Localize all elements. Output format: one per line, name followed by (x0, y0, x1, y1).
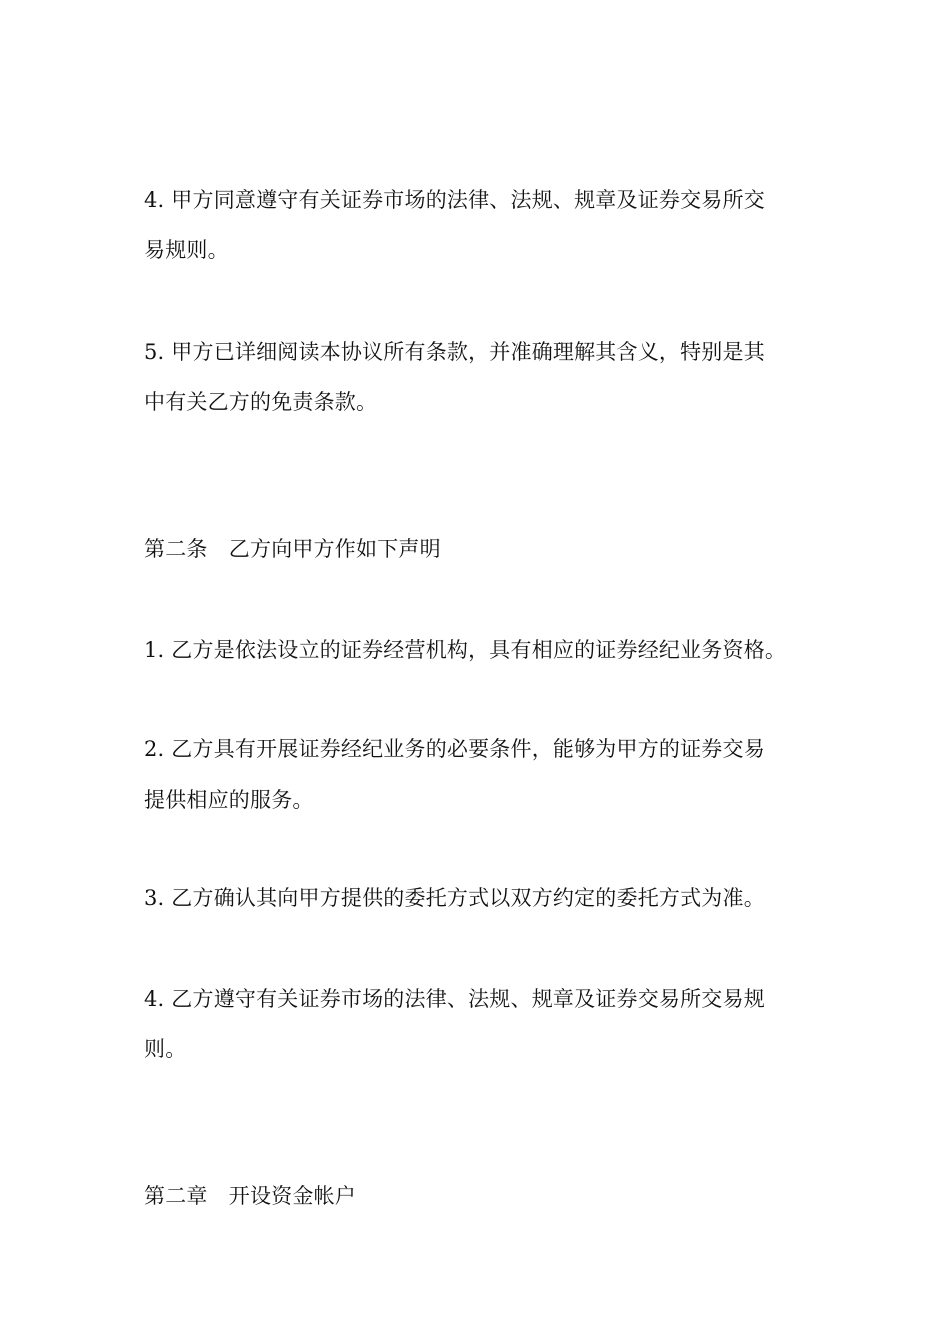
article-2-heading: 第二条 乙方向甲方作如下声明 (144, 537, 441, 561)
clause-b2-line2: 提供相应的服务。 (144, 788, 314, 812)
clause-b4-line1: 4. 乙方遵守有关证券市场的法律、法规、规章及证券交易所交易规 (144, 987, 765, 1011)
clause-a5-line2: 中有关乙方的免责条款。 (144, 390, 378, 414)
clause-a5-line1: 5. 甲方已详细阅读本协议所有条款，并准确理解其含义，特别是其 (144, 340, 765, 364)
clause-a4-line1: 4. 甲方同意遵守有关证券市场的法律、法规、规章及证券交易所交 (144, 188, 765, 212)
clause-b3-line1: 3. 乙方确认其向甲方提供的委托方式以双方约定的委托方式为准。 (144, 886, 765, 910)
clause-a4-line2: 易规则。 (144, 238, 229, 262)
chapter-2-heading: 第二章 开设资金帐户 (144, 1184, 356, 1208)
clause-b1-line1: 1. 乙方是依法设立的证券经营机构，具有相应的证券经纪业务资格。 (144, 638, 787, 662)
clause-b4-line2: 则。 (144, 1037, 187, 1061)
clause-b2-line1: 2. 乙方具有开展证券经纪业务的必要条件，能够为甲方的证券交易 (144, 737, 765, 761)
